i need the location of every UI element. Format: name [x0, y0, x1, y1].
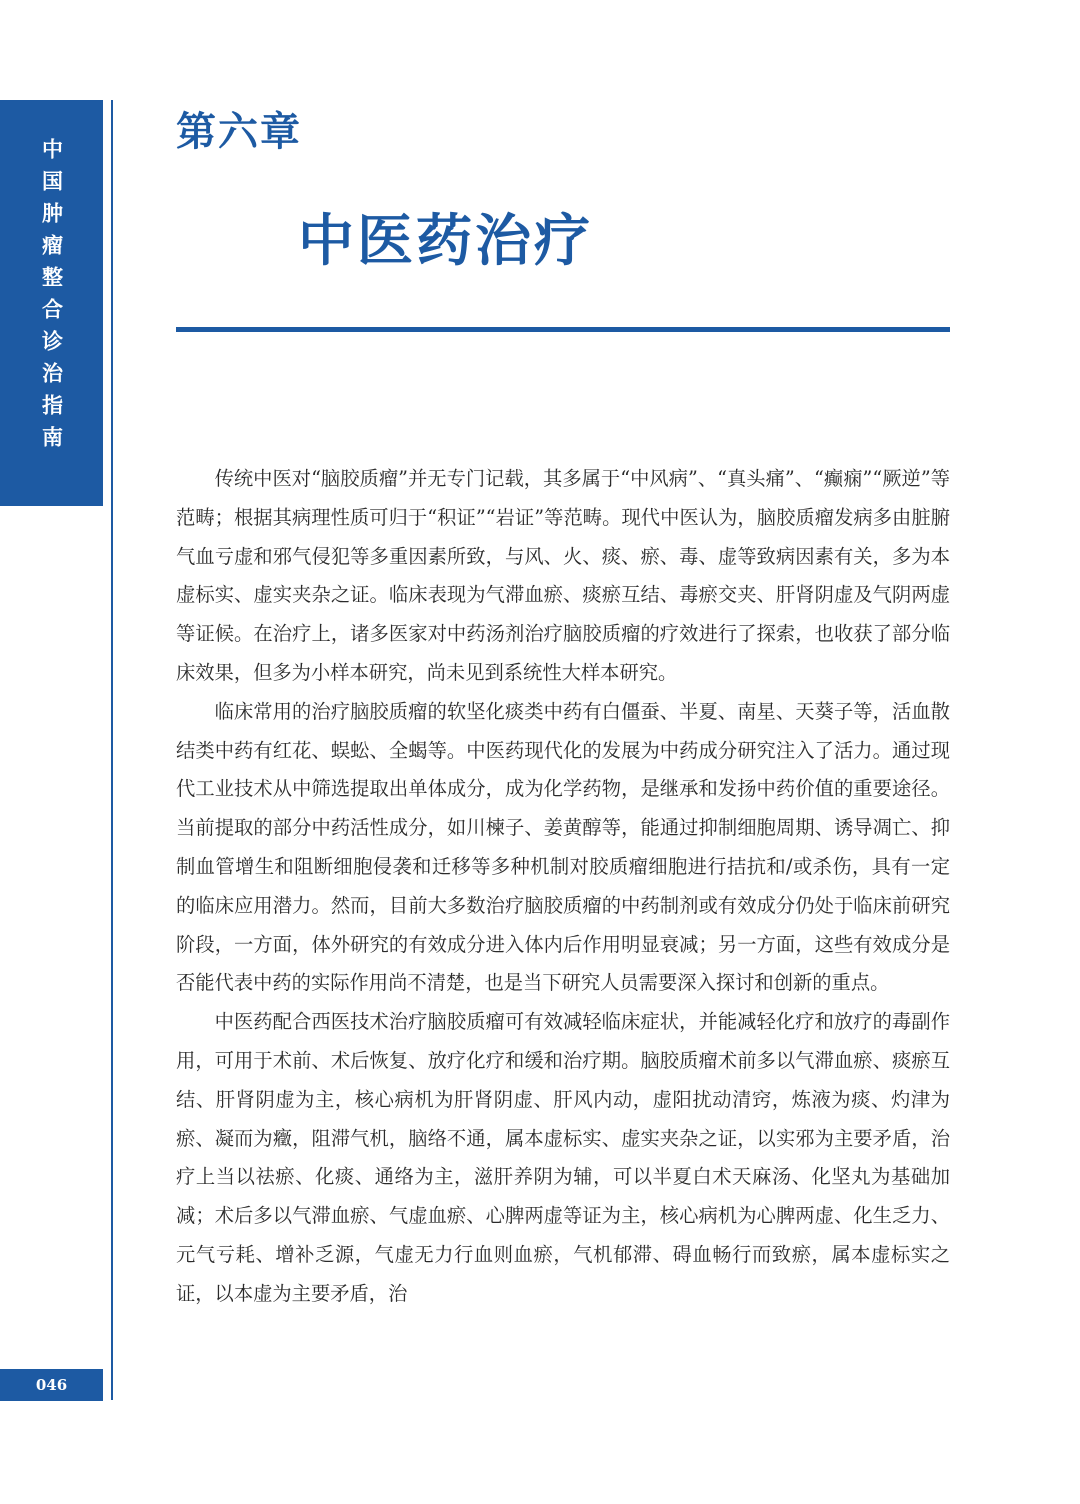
paragraph: 中医药配合西医技术治疗脑胶质瘤可有效减轻临床症状，并能减轻化疗和放疗的毒副作用，可用于术前、术后恢复、放疗化疗和缓和治疗期。脑胶质瘤术前多以气滞血瘀、痰瘀互结、肝肾阴虚为主，核心病机为肝肾阴虚、肝风内动，虚阳扰动清窍，炼液为痰、灼津为瘀、凝而为癥，阻滞气机，脑络不通，属本虚标实、虚实夹杂之证，以实邪为主要矛盾，治疗上当以祛瘀、化痰、通络为主，滋肝养阴为辅，可以半夏白术天麻汤、化坚丸为基础加减；术后多以气滞血瘀、气虚血瘀、心脾两虚等证为主，核心病机为心脾两虚、化生乏力、元气亏耗、增补乏源，气虚无力行血则血瘀，气机郁滞、碍血畅行而致瘀，属本虚标实之证，以本虚为主要矛盾，治 — [176, 1010, 950, 1305]
title-divider — [176, 327, 950, 332]
book-title-vertical — [0, 138, 103, 478]
body-text — [176, 460, 950, 1314]
paragraph: 临床常用的治疗脑胶质瘤的软坚化痰类中药有白僵蚕、半夏、南星、天葵子等，活血散结类中药有红花、蜈蚣、全蝎等。中医药现代化的发展为中药成分研究注入了活力。通过现代工业技术从中筛选提取出单体成分，成为化学药物，是继承和发扬中药价值的重要途径。当前提取的部分中药活性成分，如川楝子、姜黄醇等，能通过抑制细胞周期、诱导凋亡、抑制血管增生和阻断细胞侵袭和迁移等多种机制对胶质瘤细胞进行拮抗和/或杀伤，具有一定的临床应用潜力。然而，目前大多数治疗脑胶质瘤的中药制剂或有效成分仍处于临床前研究阶段，一方面，体外研究的有效成分进入体内后作用明显衰减；另一方面，这些有效成分是否能代表中药的实际作用尚不清楚，也是当下研究人员需要深入探讨和创新的重点。 — [176, 699, 950, 995]
book-title: 中国肿瘤整合诊治指南 — [39, 138, 64, 458]
page-number: 046 — [35, 1376, 68, 1394]
page-number-badge — [0, 1369, 103, 1401]
sidebar-divider — [111, 100, 113, 1400]
chapter-label: 第六章 — [176, 109, 302, 155]
chapter-title: 中医药治疗 — [298, 209, 593, 274]
paragraph: 传统中医对“脑胶质瘤”并无专门记载，其多属于“中风病”、“真头痛”、“癫痫”“厥逆”等范畴；根据其病理性质可归于“积证”“岩证”等范畴。现代中医认为，脑胶质瘤发病多由脏腑气血亏虚和邪气侵犯等多重因素所致，与风、火、痰、瘀、毒、虚等致病因素有关，多为本虚标实、虚实夹杂之证。临床表现为气滞血瘀、痰瘀互结、毒瘀交夹、肝肾阴虚及气阴两虚等证候。在治疗上，诸多医家对中药汤剂治疗脑胶质瘤的疗效进行了探索，也收获了部分临床效果，但多为小样本研究，尚未见到系统性大样本研究。 — [176, 467, 950, 684]
